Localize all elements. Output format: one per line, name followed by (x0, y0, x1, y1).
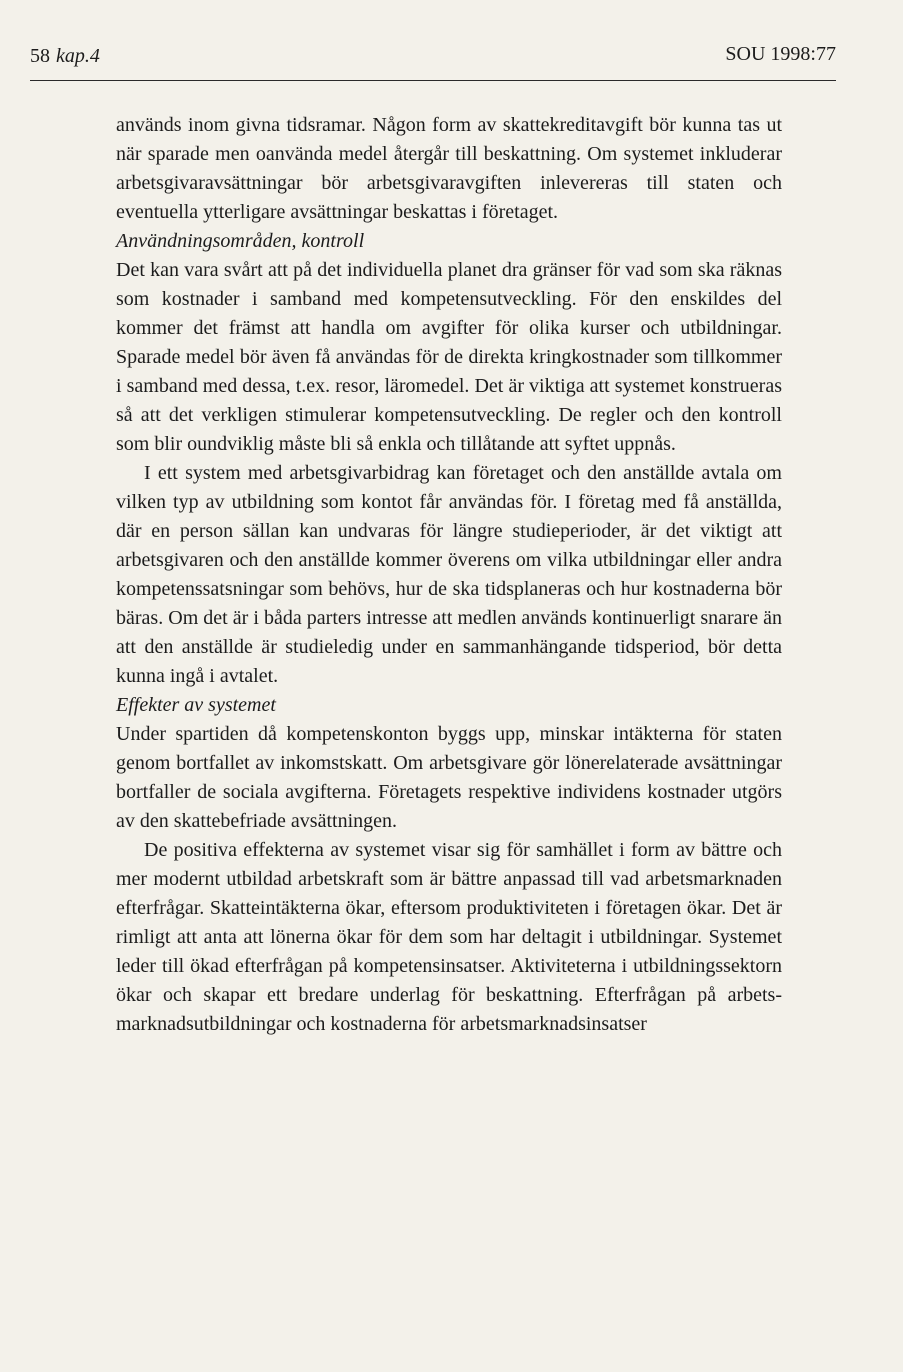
document-id: SOU 1998:77 (725, 43, 836, 65)
paragraph-effects-2: De positiva effekterna av systemet visar sig för samhället i form av bättre och mer modernt utbildad arbetskraft som är bättre anpassad till vad arbetsmarknaden efterfrågar. Skatteintäkterna ökar, eftersom produktiviteten i företagen ökar. Det är rimligt att anta att lönerna ökar för dem som har deltagit i utbildningar. Systemet leder till ökad efterfrågan på kompetensinsatser. Aktiviteterna i utbildningssektorn ökar och skapar ett bredare underlag för beskattning. Efterfrågan på arbetsmarknadsutbildningar och kostnaderna för arbetsmarknadsinsatser (116, 839, 782, 1035)
paragraph-usage-1: Det kan vara svårt att på det individuella planet dra gränser för vad som ska räknas som kostnader i samband med kompetensutveckling. För den enskildes del kommer det främst att handla om avgifter för olika kurser och utbildningar. Sparade medel bör även få användas för de direkta kringkostnader som tillkommer i samband med dessa, t.ex. resor, läromedel. Det är viktiga att systemet konstrueras så att det verkligen stimulerar kompetensutveckling. De regler och den kontroll som blir oundviklig måste bli så enkla och tillåtande att syftet uppnås. (116, 259, 782, 455)
chapter-label: kap.4 (56, 45, 100, 67)
paragraph-usage-2: I ett system med arbetsgivarbidrag kan företaget och den anställde avtala om vilken typ av utbildning som kontot får användas för. I företag med få anställda, där en person sällan kan undvaras för längre studieperioder, är det viktigt att arbetsgivaren och den anställde kommer överens om vilka utbildningar eller andra kompetenssatsningar som behövs, hur de ska tidsplaneras och hur kostnaderna bör bäras. Om det är i båda parters intresse att medlen används kontinuerligt snarare än att den anställde är studieledig under en sammanhängande tidsperiod, bör detta kunna ingå i avtalet. (116, 462, 782, 687)
section-heading-usage: Användningsområden, kontroll (116, 230, 365, 252)
header-rule (30, 80, 836, 81)
section-heading-effects: Effekter av systemet (116, 694, 276, 716)
page-body (116, 111, 782, 1039)
page-number: 58 (30, 45, 50, 67)
page-number-group (30, 45, 100, 68)
page-header (30, 40, 836, 80)
paragraph-continuation: används inom givna tidsramar. Någon form av skattekreditavgift bör kunna tas ut när sparade men oanvända medel återgår till beskattning. Om systemet inkluderar arbetsgivaravsättningar bör arbetsgivaravgiften inlevereras till staten och eventuella ytterligare avsättningar beskattas i företaget. (116, 114, 782, 223)
paragraph-effects-1: Under spartiden då kompetenskonton byggs upp, minskar intäkterna för staten genom bortfallet av inkomstskatt. Om arbetsgivare gör lönerelaterade avsättningar bortfaller de sociala avgifterna. Företagets respektive individens kostnader utgörs av den skattebefriade avsättningen. (116, 723, 782, 832)
